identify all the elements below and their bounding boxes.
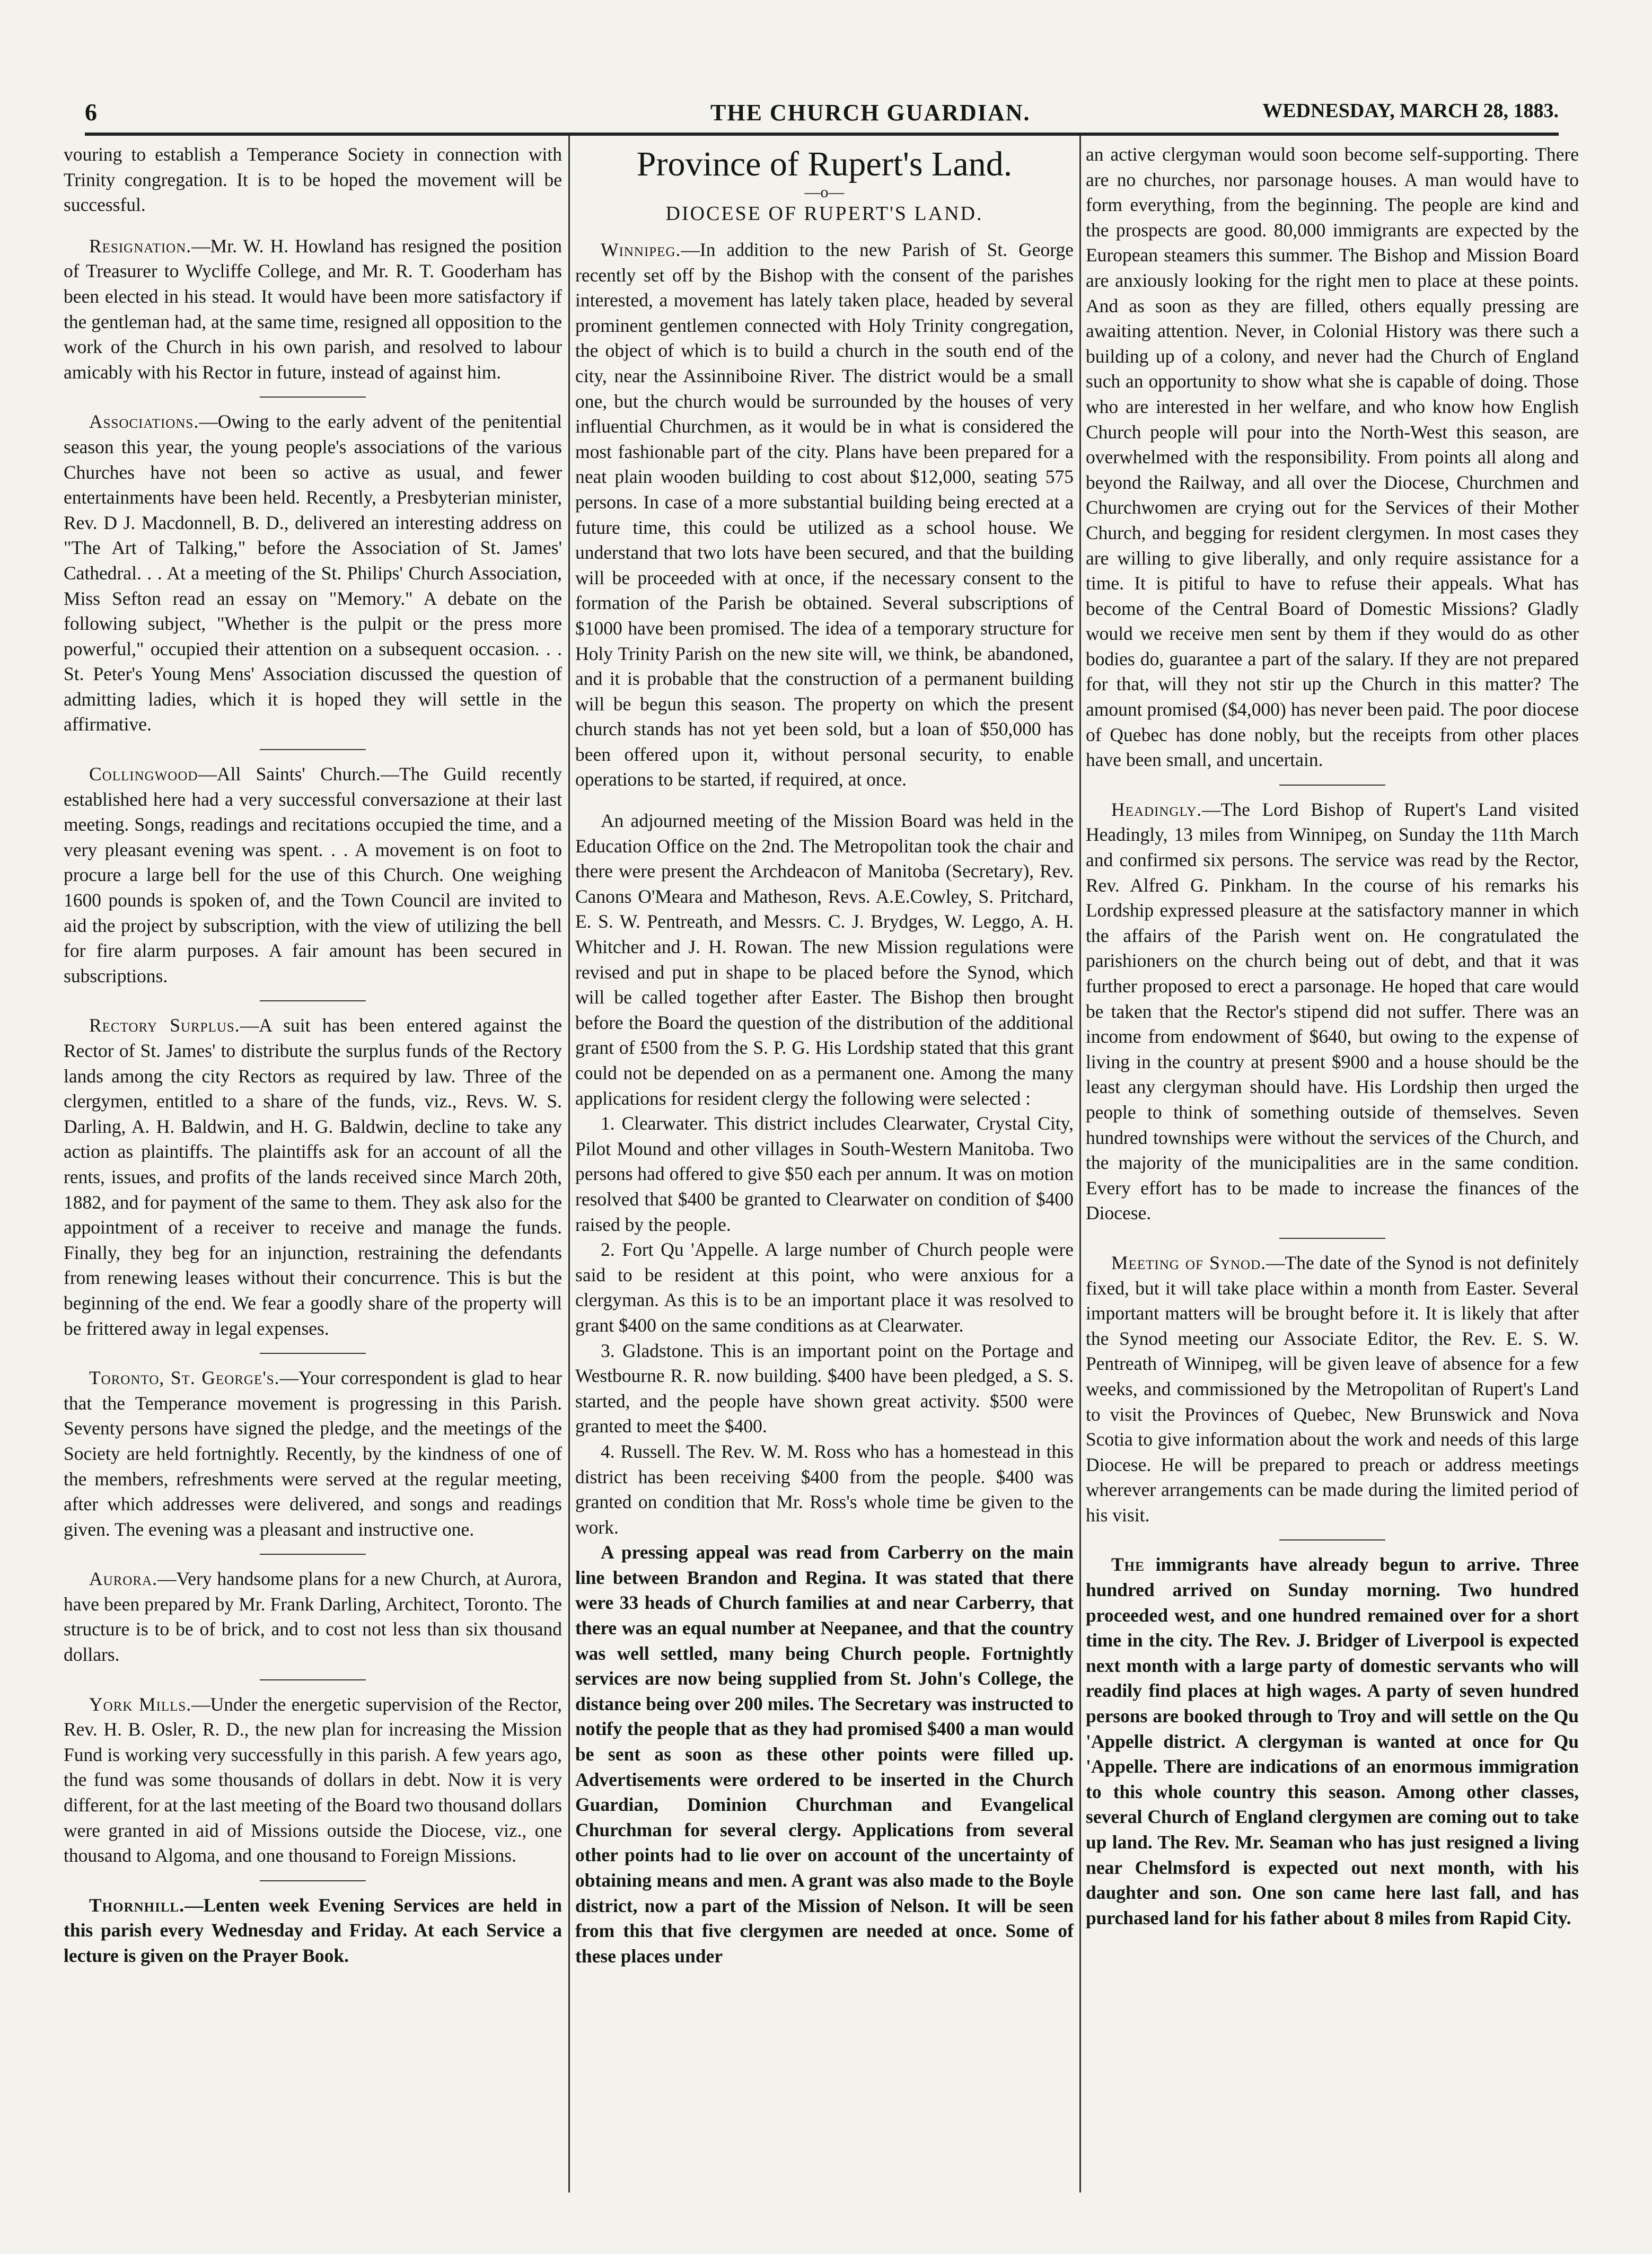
article-heading: Toronto, St. George's.: [89, 1367, 280, 1389]
article-body: —Under the energetic supervision of the Rector, Rev. H. B. Osler, R. D., the new plan for increasing the Mission Fund is working very successfully in this parish. A few years ago, the fund was some thousands of dollars in debt. Now it is very different, for at the last meeting of the Board two thousand dollars were granted in aid of Missions outside the Diocese, viz., one thousand to Algoma, and one thousand to Foreign Missions.: [64, 1693, 562, 1866]
separator: [260, 1554, 366, 1555]
column-1: [64, 142, 562, 1969]
article-heading: Resignation.: [89, 235, 192, 257]
article-collingwood: [64, 762, 562, 989]
section-subtitle: DIOCESE OF RUPERT'S LAND.: [665, 202, 983, 225]
separator: [260, 749, 366, 750]
article-body: —Very handsome plans for a new Church, at Aurora, have been prepared by Mr. Frank Darling, Architect, Toronto. The structure is to be of brick, and to cost not less than six thousand dollars.: [64, 1568, 562, 1666]
article-york-mills: [64, 1692, 562, 1869]
separator: [260, 1880, 366, 1881]
article-body: —Owing to the early advent of the penitential season this year, the young people's associations of the various Churches have not been so active as usual, and fewer entertainments have been held. Recently, a Presbyterian minister, Rev. D J. Macdonnell, B. D., delivered an interesting address on "The Art of Talking," before the Association of St. James' Cathedral. . . At a meeting of the St. Philips' Church Association, Miss Sefton read an essay on "Memory." A debate on the following subject, "Whether is the pulpit or the press more powerful," occupied their attention on a subsequent occasion. . . St. Peter's Young Mens' Association discussed the question of admitting ladies, which it is hoped they will settle in the affirmative.: [64, 411, 562, 735]
article-rectory-surplus: [64, 1013, 562, 1341]
article-body: —The Lord Bishop of Rupert's Land visited Headingly, 13 miles from Winnipeg, on Sunday the 11th March and confirmed six persons. The service was read by the Rector, Rev. Alfred G. Pinkham. In the course of his remarks his Lordship expressed pleasure at the satisfactory manner in which the affairs of the Parish went on. He congratulated the parishioners on the church being out of debt, and that it was further proposed to erect a parsonage. He hoped that care would be taken that the Rector's stipend did not suffer. There was an income from endowment of $640, but owing to the expense of living in the country at present $900 and a house should be the least any clergyman should have. His Lordship then urged the people to think of something outside of themselves. Seven hundred townships were without the services of the Church, and the majority of the municipalities are in the same condition. Every effort has to be made to increase the finances of the Diocese.: [1086, 798, 1579, 1224]
article-heading: The: [1111, 1554, 1145, 1575]
numbered-item: 2. Fort Qu 'Appelle. A large number of Church people were said to be resident at this point, who were anxious for a clergyman. As this is to be an important place it was resolved to grant $400 on the same conditions as at Clearwater.: [575, 1239, 1074, 1336]
header-rule: [85, 133, 1559, 136]
column-2: [575, 142, 1074, 1969]
article-heading: Aurora.: [89, 1568, 158, 1590]
separator: [1279, 1238, 1385, 1239]
article-heading: York Mills.: [89, 1693, 192, 1715]
section-ornament: —o—: [804, 183, 845, 201]
numbered-item: 4. Russell. The Rev. W. M. Ross who has a homestead in this district has been receiving $400 from the people. $400 was granted on condition that Mr. Ross's whole time be given to the work.: [575, 1440, 1074, 1538]
article-body: —A suit has been entered against the Rector of St. James' to distribute the surplus funds of the Rectory lands among the city Rectors as required by law. Three of the clergymen, entitled to a share of the funds, viz., Revs. W. S. Darling, A. H. Baldwin, and H. G. Baldwin, decline to take any action as plaintiffs. The plaintiffs ask for an account of all the rents, issues, and profits of the lands received since March 20th, 1882, and for payment of the same to them. They ask also for the appointment of a receiver to receive and manage the funds. Finally, they beg for an injunction, restraining the defendants from renewing leases without their concurrence. This is but the beginning of the end. We fear a goodly share of the property will be frittered away in legal expenses.: [64, 1015, 563, 1339]
issue-date: WEDNESDAY, MARCH 28, 1883.: [1262, 100, 1559, 122]
masthead: [85, 98, 1559, 130]
article-body: —In addition to the new Parish of St. George recently set off by the Bishop with the consent of the parishes interested, a movement has lately taken place, headed by several prominent gentlemen connected with Holy Trinity congregation, the object of which is to build a church in the south end of the city, near the Assinniboine River. The district would be a small one, but the church would be surrounded by the houses of very influential Churchmen, as it would be in what is considered the most fashionable part of the city. Plans have been prepared for a neat plain wooden building to cost about $12,000, seating 575 persons. In case of a more substantial building being erected at a future time, this could be utilized as a school house. We understand that two lots have been secured, and that the building will be proceeded with at once, if the necessary consent to the formation of the Parish be obtained. Several subscriptions of $1000 have been promised. The idea of a temporary structure for Holy Trinity Parish on the new site will, we think, be abandoned, and it is probable that the construction of a permanent building will be begun this season. The property on which the present church stands has not yet been sold, but a loan of $50,000 has been offered upon it, without personal security, to enable operations to be started, if required, at once.: [575, 239, 1074, 790]
article-heading: Thornhill.: [89, 1894, 185, 1916]
separator: [1279, 785, 1385, 786]
separator: [260, 1353, 366, 1354]
article-heading: Collingwood: [89, 763, 198, 785]
article-headingly: [1086, 797, 1579, 1226]
separator: [260, 1000, 366, 1001]
carberry-appeal-paragraph: A pressing appeal was read from Carberry on the main line between Brandon and Regina. It was stated that there were 33 heads of Church families at and near Carberry, that there was an equal number at Neepanee, and that the country was well settled, many being Church people. Fortnightly services are now being supplied from St. John's College, the distance being over 200 miles. The Secretary was instructed to notify the people that as they had promised $400 a man would be sent as soon as these other points were filled up. Advertisements were ordered to be inserted in the Church Guardian, Dominion Churchman and Evangelical Churchman for several clergy. Applications from several other points had to lie over on account of the uncertainty of obtaining means and men. A grant was also made to the Boyle district, now a part of the Mission of Nelson. It will be seen from this that five clergymen are needed at once. Some of these places under: [575, 1542, 1074, 1967]
intro-paragraph: vouring to establish a Temperance Society in connection with Trinity congregation. It is to be hoped the movement will be successful.: [64, 144, 562, 216]
article-meeting-of-synod: [1086, 1251, 1579, 1528]
article-body: —The date of the Synod is not definitely fixed, but it will take place within a month from Easter. Several important matters will be brought before it. It is likely that after the Synod meeting our Associate Editor, the Rev. E. S. W. Pentreath of Winnipeg, will be given leave of absence for a few weeks, and commissioned by the Metropolitan of Rupert's Land to visit the Provinces of Quebec, New Brunswick and Nova Scotia to give information about the work and needs of this large Diocese. He will be prepared to preach or address meetings wherever arrangements can be made during the limited period of his visit.: [1086, 1252, 1579, 1526]
section-title: Province of Rupert's Land.: [636, 145, 1013, 183]
column-divider-2: [1079, 136, 1081, 2193]
separator: [260, 1679, 366, 1680]
article-associations: [64, 409, 562, 737]
article-body: —All Saints' Church.—The Guild recently established here had a very successful conversazione at their last meeting. Songs, readings and recitations occupied the time, and a very pleasant evening was spent. . . A movement is on foot to procure a large bell for the use of this Church. One weighing 1600 pounds is spoken of, and the Town Council are invited to aid the project by subscription, with the view of utilizing the bell for fire alarm purposes. A fair amount has been secured in subscriptions.: [64, 763, 562, 987]
numbered-item: 1. Clearwater. This district includes Clearwater, Crystal City, Pilot Mound and other villages in South-Western Manitoba. Two persons had offered to give $50 each per annum. It was on motion resolved that $400 be granted to Clearwater on condition of $400 raised by the people.: [575, 1113, 1074, 1235]
separator: [260, 397, 366, 398]
continued-paragraph: an active clergyman would soon become self-supporting. There are no churches, nor parsonage houses. A man would have to form everything, from the beginning. The people are kind and the prospects are good. 80,000 immigrants are expected by the European steamers this summer. The Bishop and Mission Board are anxiously looking for the right men to place at these points. And as soon as they are filled, others equally pressing are awaiting attention. Never, in Colonial History was there such a building up of a colony, and never had the Church of England such an opportunity to show what she is capable of doing. Those who are interested in her welfare, and who know how English Church people will pour into the North-West this season, are overwhelmed with the responsibility. From points all along and beyond the Railway, and all over the Diocese, Churchmen and Churchwomen are crying out for the Services of their Mother Church, and begging for resident clergymen. In most cases they are willing to give liberally, and only require assistance for a time. It is pitiful to have to refuse their appeals. What has become of the Central Board of Domestic Missions? Gladly would we receive men sent by them if they would do as other bodies do, guarantee a part of the salary. If they are not prepared for that, will they not stir up the Church in this matter? The amount promised ($4,000) has never been paid. The poor diocese of Quebec has done nobly, but the receipts from other places have been small, and uncertain.: [1086, 144, 1579, 771]
newspaper-title: THE CHURCH GUARDIAN.: [710, 100, 1031, 126]
article-heading: Associations.: [89, 411, 199, 433]
article-heading: Meeting of Synod.: [1111, 1252, 1267, 1273]
page-number: 6: [85, 99, 97, 126]
mission-board-paragraph: An adjourned meeting of the Mission Board was held in the Education Office on the 2nd. The Metropolitan took the chair and there were present the Archdeacon of Manitoba (Secretary), Rev. Canons O'Meara and Matheson, Revs. A.E.Cowley, S. Pritchard, E. S. W. Pentreath, and Messrs. C. J. Brydges, W. Leggo, A. H. Whitcher and J. H. Rowan. The new Mission regulations were revised and put in shape to be placed before the Synod, which will be called together after Easter. The Bishop then brought before the Board the question of the distribution of the additional grant of £500 from the S. P. G. His Lordship stated that this grant could not be depended on as a permanent one. Among the many applications for resident clergy the following were selected :: [575, 810, 1074, 1109]
article-body: —Mr. W. H. Howland has resigned the position of Treasurer to Wycliffe College, and Mr. R. T. Gooderham has been elected in his stead. It would have been more satisfactory if the gentleman had, at the same time, resigned all opposition to the work of the Church in his own parish, and resolved to labour amicably with his Rector in future, instead of against him.: [64, 235, 562, 383]
article-body: immigrants have already begun to arrive. Three hundred arrived on Sunday morning. Two hundred proceeded west, and one hundred remained over for a short time in the city. The Rev. J. Bridger of Liverpool is expected next month with a large party of domestic servants who will readily find places at high wages. A party of seven hundred persons are booked through to Troy and will settle on the Qu 'Appelle district. A clergyman is wanted at once for Qu 'Appelle. There are indications of an enormous immigration to this whole country this season. Among other classes, several Church of England clergymen are coming out to take up land. The Rev. Mr. Seaman who has just resigned a living near Chelmsford is expected out next month, with his daughter and son. One son came here last fall, and has purchased land for his father about 8 miles from Rapid City.: [1086, 1554, 1579, 1929]
column-divider-1: [568, 136, 570, 2193]
article-body: —Your correspondent is glad to hear that the Temperance movement is progressing in this Parish. Seventy persons have signed the pledge, and the meetings of the Society are held fortnightly. Recently, by the kindness of one of the members, refreshments were served at the regular meeting, after which addresses were delivered, and songs and readings given. The evening was a pleasant and instructive one.: [64, 1367, 562, 1540]
article-aurora: [64, 1566, 562, 1667]
article-thornhill: [64, 1893, 562, 1969]
article-heading: Winnipeg.: [601, 239, 681, 260]
article-immigrants: [1086, 1552, 1579, 1931]
article-winnipeg: [575, 237, 1074, 793]
article-heading: Rectory Surplus.: [89, 1015, 240, 1036]
article-toronto-st-georges: [64, 1366, 562, 1542]
separator: [1279, 1539, 1385, 1540]
article-resignation: [64, 234, 562, 385]
column-3: [1086, 142, 1579, 1931]
numbered-item: 3. Gladstone. This is an important point on the Portage and Westbourne R. R. now building. $400 have been pledged, a S. S. started, and the people have shown great activity. $500 were granted to meet the $400.: [575, 1340, 1074, 1437]
article-body: —Lenten week Evening Services are held in this parish every Wednesday and Friday. At each Service a lecture is given on the Prayer Book.: [64, 1894, 562, 1966]
article-heading: Headingly.: [1111, 798, 1202, 820]
